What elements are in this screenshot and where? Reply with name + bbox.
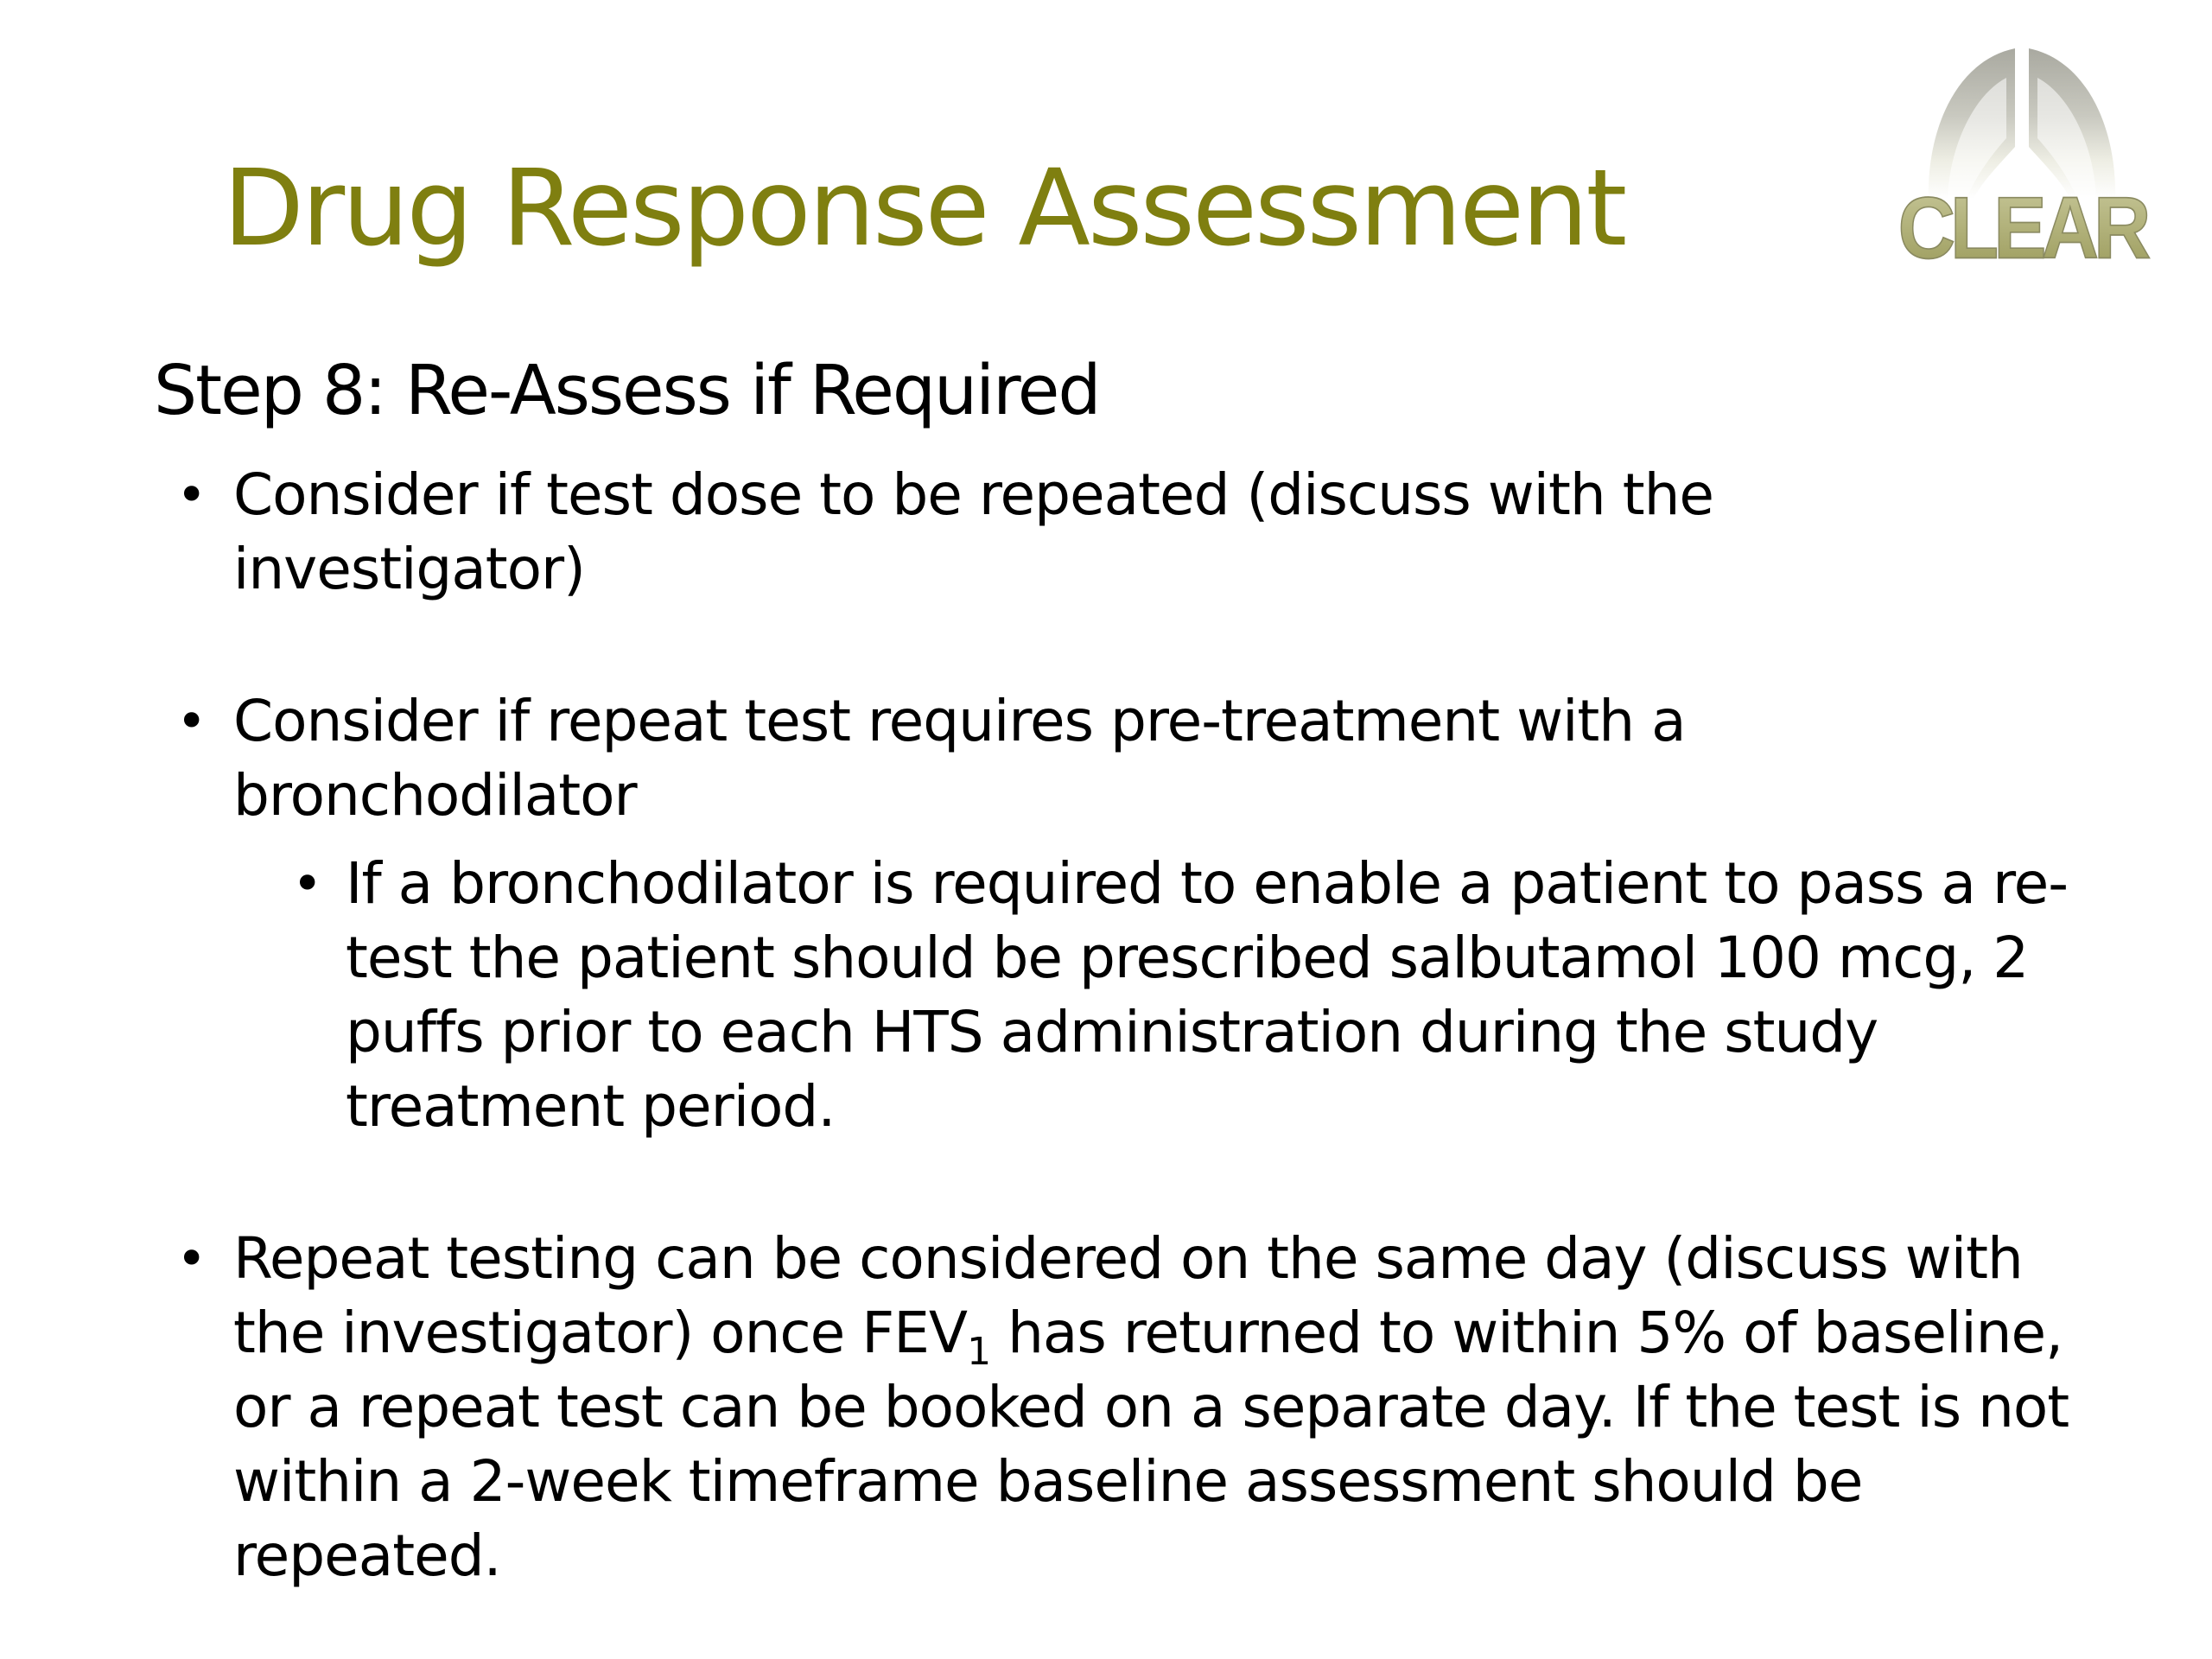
bullet-text: Consider if test dose to be repeated (discuss with the investigator) — [233, 461, 1714, 602]
bullet-item — [176, 684, 1737, 833]
bullet-dot-icon: • — [292, 854, 322, 914]
step-heading: Step 8: Re-Assess if Required — [154, 351, 1100, 430]
slide-title: Drug Response Assessment — [223, 147, 1625, 270]
bullet-dot-icon: • — [176, 1229, 207, 1289]
bullet-text: Consider if repeat test requires pre-treatment with a bronchodilator — [233, 688, 1686, 829]
logo-wordmark: CLEAR — [1897, 179, 2146, 277]
bullet-item — [176, 1222, 2082, 1593]
bullet-text — [233, 1222, 2082, 1593]
bullet-dot-icon: • — [176, 465, 207, 525]
fev-subscript: 1 — [967, 1330, 991, 1374]
bullet-text-part: has returned to within 5% of baseline, or a repeat test can be booked on a separate day. If the test is not within a 2-week timeframe baseline assessment should be repeated. — [233, 1300, 2069, 1589]
sub-bullet-item — [292, 847, 2074, 1144]
bullet-dot-icon: • — [176, 691, 207, 752]
bullet-item — [176, 458, 1754, 607]
sub-bullet-text: If a bronchodilator is required to enable a patient to pass a re-test the patient should be prescribed salbutamol 100 mcg, 2 puffs prior to each HTS administration during the study treatment period. — [346, 850, 2069, 1140]
bullet-text-part: Repeat testing can be considered on the same day (discuss with the investigator) once FEV — [233, 1225, 2023, 1366]
